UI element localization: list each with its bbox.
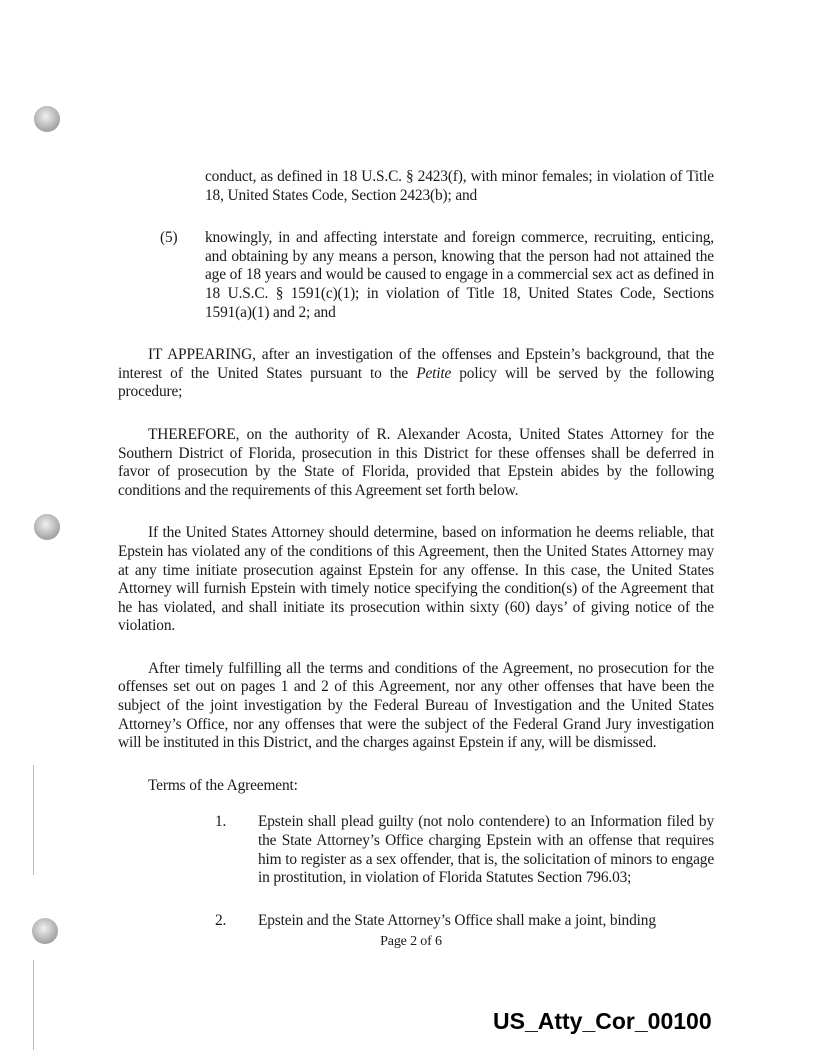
term-1-number: 1. [215,813,227,831]
punch-hole [34,106,60,132]
document-body [118,168,714,950]
paragraph-it-appearing [118,346,714,402]
term-1-row [215,813,714,887]
paragraph-therefore: THEREFORE, on the authority of R. Alexander Acosta, United States Attorney for the Southern District of Florida, prosecution in this District for these offenses shall be deferred in favor of prosecution by the State of Florida, provided that Epstein abides by the following conditions and the requirements of this Agreement set forth below. [118,425,714,499]
punch-hole [32,918,58,944]
bates-stamp: US_Atty_Cor_00100 [493,1008,712,1034]
text: IT APPEARING, after an investigation of the offenses and Epstein’s background, that the interest of the United States pursuant to the [118,346,714,382]
item-5-row [160,229,714,322]
scan-mark [33,765,34,875]
page-number: Page 2 of 6 [380,934,442,950]
term-1-text: Epstein shall plead guilty (not nolo contendere) to an Information filed by the State Attorney’s Office charging Epstein with an offense that requires him to register as a sex offender, that is, the solicitation of minors to engage in prostitution, in violation of Florida Statutes Section 796.03; [258,813,714,887]
term-2-row [215,912,714,931]
item-5-text: knowingly, in and affecting interstate and foreign commerce, recruiting, enticing, and obtaining by any means a person, knowing that the person had not attained the age of 18 years and would be caused to engage in a commercial sex act as defined in 18 U.S.C. § 1591(c)(1); in violation of Title 18, United States Code, Sections 1591(a)(1) and 2; and [205,229,714,321]
term-2-text: Epstein and the State Attorney’s Office shall make a joint, binding [258,911,656,929]
terms-heading: Terms of the Agreement: [148,776,298,794]
item-4-row [205,168,714,205]
item-5-number: (5) [160,229,178,247]
paragraph-violation: If the United States Attorney should determine, based on information he deems reliable, that Epstein has violated any of the conditions of this Agreement, then the United States Attorney may at any time initiate prosecution against Epstein for any offense. In this case, the United States Attorney will furnish Epstein with timely notice specifying the condition(s) of the Agreement that he has violated, and shall initiate its prosecution within sixty (60) days’ of giving notice of the violation. [118,524,714,635]
policy-name: Petite [416,364,452,382]
punch-hole [34,514,60,540]
term-2-number: 2. [215,911,227,929]
text: policy will be served by the following procedure; [118,364,715,401]
item-4-continuation: conduct, as defined in 18 U.S.C. § 2423(f), with minor females; in violation of Title 18, United States Code, Section 2423(b); and [205,168,714,204]
scan-mark [33,960,34,1050]
paragraph-after: After timely fulfilling all the terms and conditions of the Agreement, no prosecution for the offenses set out on pages 1 and 2 of this Agreement, nor any other offenses that have been the subject of the joint investigation by the Federal Bureau of Investigation and the United States Attorney’s Office, nor any offenses that were the subject of the Federal Grand Jury investigation will be instituted in this District, and the charges against Epstein if any, will be dismissed. [118,659,714,752]
